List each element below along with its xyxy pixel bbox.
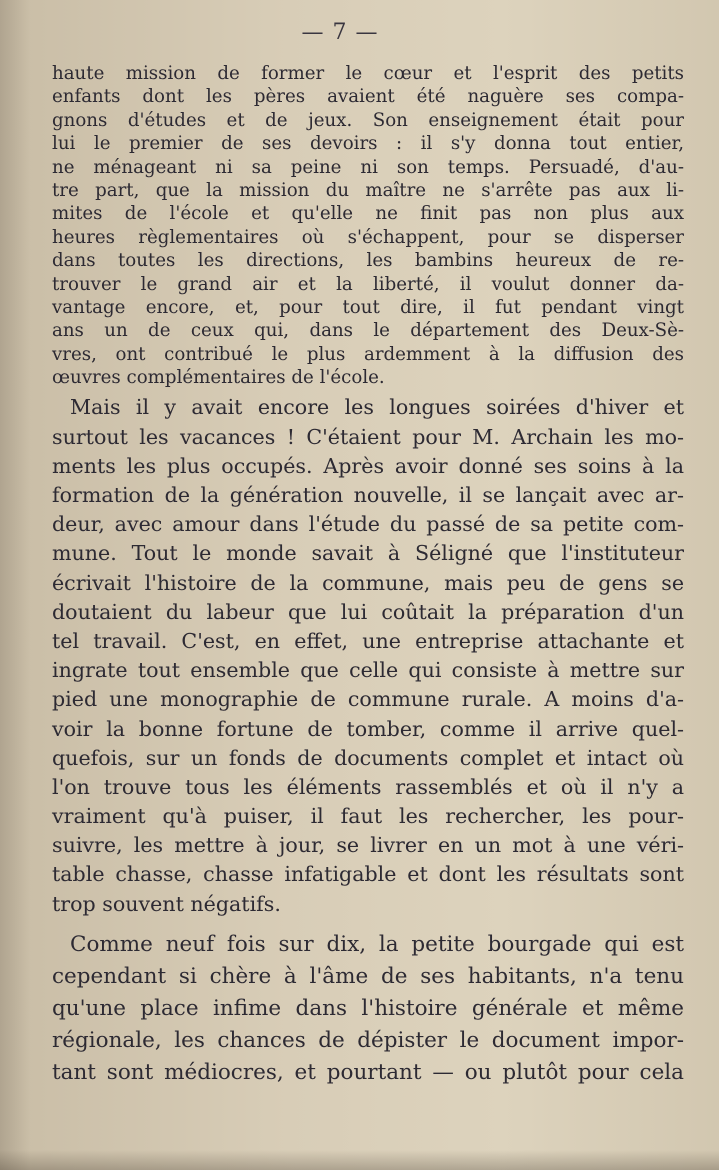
paragraph-2 (52, 393, 684, 918)
text-line: ne ménageant ni sa peine ni son temps. Persuadé, d'au- (52, 156, 684, 178)
paragraph-1 (52, 62, 684, 389)
page-gutter-shadow (0, 0, 30, 1170)
text-line: suivre, les mettre à jour, se livrer en un mot à une véri- (52, 833, 684, 858)
text-line: vantage encore, et, pour tout dire, il fut pendant vingt (52, 296, 684, 318)
text-line: ingrate tout ensemble que celle qui consiste à mettre sur (52, 658, 684, 683)
text-line: régionale, les chances de dépister le document impor- (52, 1027, 684, 1053)
text-line: œuvres complémentaires de l'école. (52, 367, 385, 389)
paragraph-3 (52, 929, 684, 1089)
text-line: vraiment qu'à puiser, il faut les rechercher, les pour- (52, 804, 684, 829)
text-line: lui le premier de ses devoirs : il s'y donna tout entier, (52, 133, 684, 155)
text-line: écrivait l'histoire de la commune, mais peu de gens se (52, 570, 684, 595)
text-line: ans un de ceux qui, dans le département des Deux-Sè- (52, 320, 684, 342)
text-line: table chasse, chasse infatigable et dont les résultats sont (52, 862, 684, 887)
text-line: vres, ont contribué le plus ardemment à la diffusion des (52, 343, 684, 365)
text-line: surtout les vacances ! C'étaient pour M. Archain les mo- (52, 424, 684, 449)
text-line: tant sont médiocres, et pourtant — ou plutôt pour cela (52, 1059, 684, 1085)
text-line: deur, avec amour dans l'étude du passé de sa petite com- (52, 512, 684, 537)
text-line: Mais il y avait encore les longues soirées d'hiver et (70, 395, 684, 420)
text-line: cependant si chère à l'âme de ses habitants, n'a tenu (52, 963, 684, 989)
text-line: Comme neuf fois sur dix, la petite bourgade qui est (70, 931, 684, 957)
text-line: gnons d'études et de jeux. Son enseignement était pour (52, 109, 684, 131)
text-line: mune. Tout le monde savait à Séligné que l'instituteur (52, 541, 684, 566)
text-line: dans toutes les directions, les bambins heureux de re- (52, 250, 684, 272)
text-line: heures règlementaires où s'échappent, pour se disperser (52, 226, 684, 248)
text-line: mites de l'école et qu'elle ne finit pas non plus aux (52, 203, 684, 225)
text-line: tre part, que la mission du maître ne s'arrête pas aux li- (52, 179, 684, 201)
text-line: formation de la génération nouvelle, il se lançait avec ar- (52, 483, 684, 508)
text-line: haute mission de former le cœur et l'esprit des petits (52, 63, 684, 84)
text-line: tel travail. C'est, en effet, une entreprise attachante et (52, 628, 684, 653)
text-line: qu'une place infime dans l'histoire générale et même (52, 995, 684, 1021)
page-bottom-shadow (0, 1150, 719, 1170)
text-line: ments les plus occupés. Après avoir donné ses soins à la (52, 453, 684, 478)
text-line: trop souvent négatifs. (52, 891, 281, 916)
text-line: l'on trouve tous les éléments rassemblés et où il n'y a (52, 774, 684, 799)
text-line: voir la bonne fortune de tomber, comme il arrive quel- (52, 716, 684, 741)
text-line: quefois, sur un fonds de documents complet et intact où (52, 745, 684, 770)
text-line: pied une monographie de commune rurale. A moins d'a- (52, 687, 684, 712)
text-line: trouver le grand air et la liberté, il voulut donner da- (52, 273, 684, 295)
page-number: — 7 — (301, 20, 379, 45)
text-line: doutaient du labeur que lui coûtait la préparation d'un (52, 599, 684, 624)
text-line: enfants dont les pères avaient été naguère ses compa- (52, 86, 684, 108)
body-text (52, 62, 684, 1089)
